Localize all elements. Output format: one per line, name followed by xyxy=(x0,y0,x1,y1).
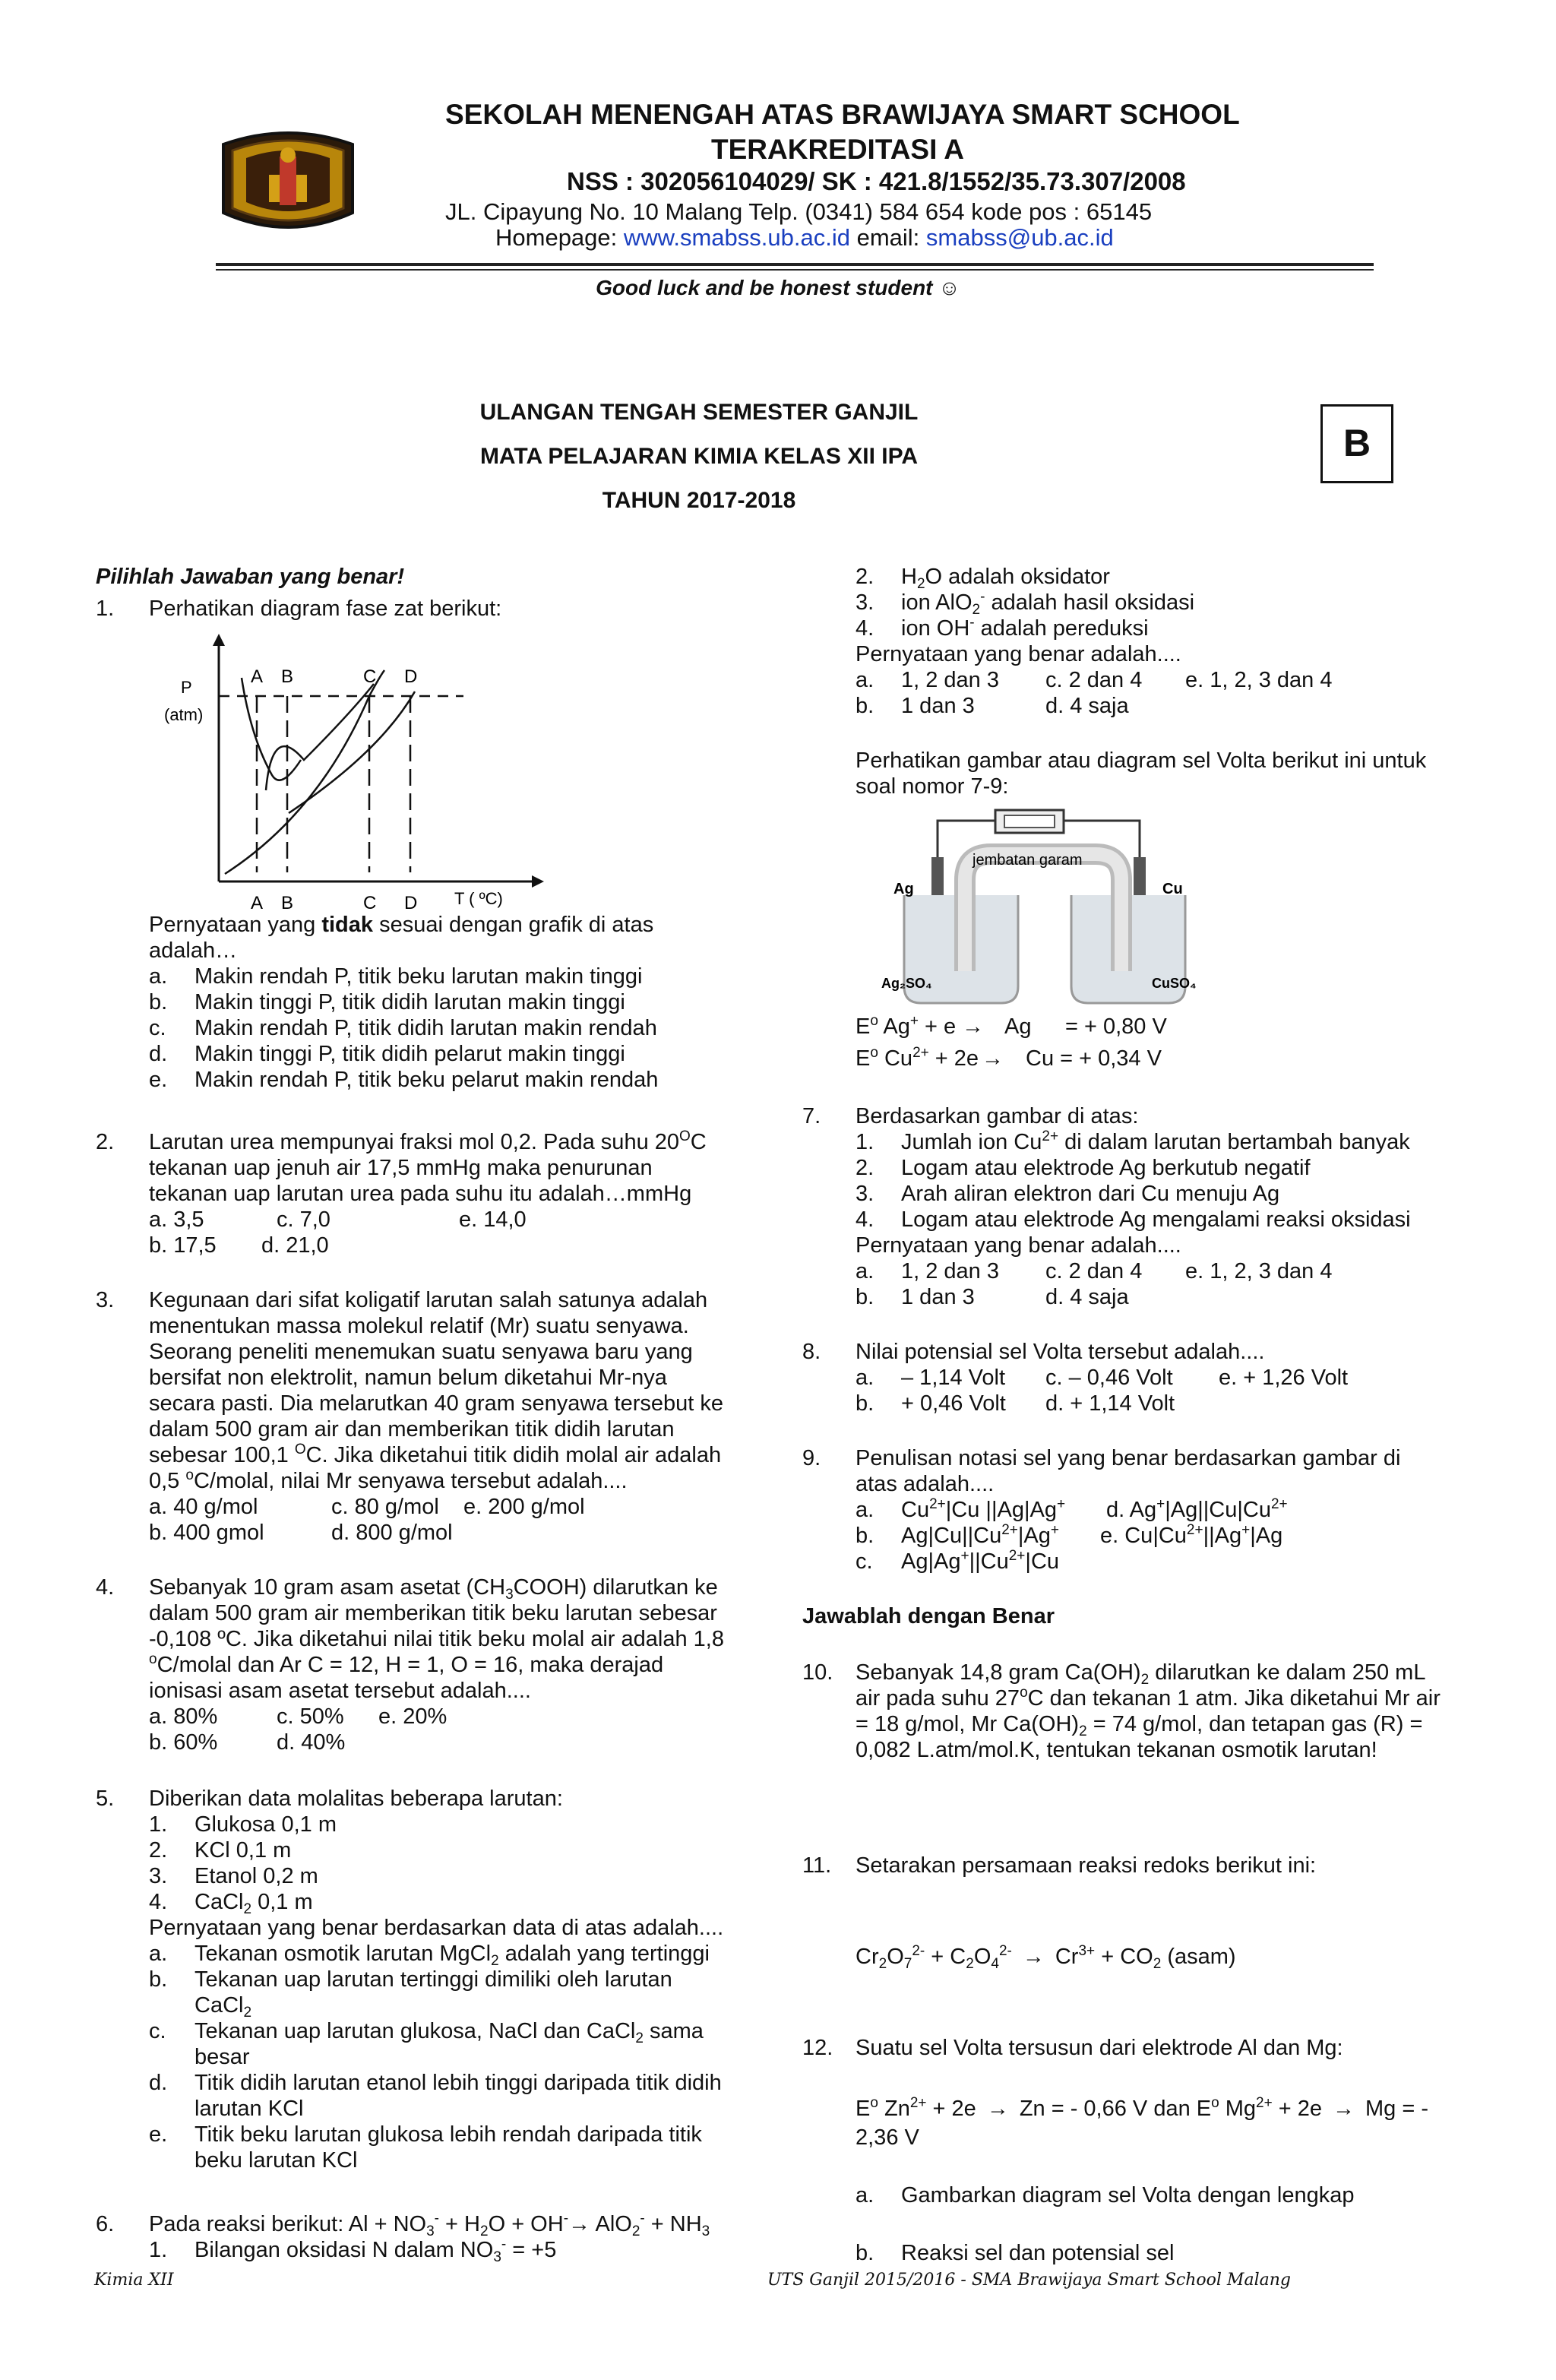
ag-electrode-label: Ag xyxy=(893,881,914,897)
accreditation: TERAKREDITASI A xyxy=(711,134,964,165)
diagram-bottom-label-c: C xyxy=(363,893,377,913)
question-9-line-1: Penulisan notasi sel yang benar berdasarkan gambar di xyxy=(855,1446,1401,1470)
question-5-number: 5. xyxy=(96,1787,115,1811)
q2-option-b[interactable]: b. 17,5 xyxy=(149,1233,217,1258)
q12-part-b-letter: b. xyxy=(855,2241,874,2265)
q3-option-c[interactable]: c. 80 g/mol xyxy=(331,1495,439,1519)
cu-half-reaction-product: Cu = + 0,34 V xyxy=(1026,1046,1162,1071)
q4-option-d[interactable]: d. 40% xyxy=(277,1730,346,1755)
question-6-prompt: Pernyataan yang benar adalah.... xyxy=(855,642,1181,666)
q6-statement-3: ion AlO$_2$- adalah hasil oksidasi xyxy=(901,589,1195,618)
diagram-bottom-label-d: D xyxy=(404,893,418,913)
q7-statement-2-num: 2. xyxy=(855,1156,874,1180)
question-10-line-1: Sebanyak 14,8 gram $Ca(OH)_2$ dilarutkan ke dalam 250 mL xyxy=(855,1660,1426,1688)
q7-statement-4-num: 4. xyxy=(855,1207,874,1232)
q1-option-b-letter[interactable]: b. xyxy=(149,990,168,1014)
q9-option-c-letter[interactable]: c. xyxy=(855,1549,873,1574)
q7-option-a[interactable]: 1, 2 dan 3 xyxy=(901,1259,999,1283)
question-8-number: 8. xyxy=(802,1340,821,1364)
q6-option-b-letter[interactable]: b. xyxy=(855,694,874,718)
q8-option-b-letter[interactable]: b. xyxy=(855,1391,874,1416)
section-a-instruction: Pilihlah Jawaban yang benar! xyxy=(96,565,405,589)
question-3-line-3: Seorang peneliti menemukan suatu senyawa baru yang xyxy=(149,1340,693,1364)
school-contact xyxy=(495,225,1114,251)
email-link[interactable]: smabss@ub.ac.id xyxy=(925,224,1114,251)
diagram-top-label-a: A xyxy=(251,666,264,687)
cu-half-reaction: $E^o$ $Cu^{2+} + 2e$ xyxy=(855,1045,979,1071)
arrow-icon: → xyxy=(982,1046,1004,1071)
cuso4-label: CuSO₄ xyxy=(1152,976,1197,991)
question-7-number: 7. xyxy=(802,1104,821,1128)
q9-option-e[interactable]: e. $Cu|Cu^{2+}||Ag^+|Ag$ xyxy=(1100,1522,1283,1548)
diagram-bottom-label-b: B xyxy=(281,893,294,913)
q5-option-d[interactable]: Titik didih larutan etanol lebih tinggi daripada titik didih xyxy=(194,2071,722,2095)
question-10-line-4: 0,082 L.atm/mol.K, tentukan tekanan osmotik larutan! xyxy=(855,1738,1377,1762)
question-9-line-2: atas adalah.... xyxy=(855,1472,995,1496)
q5-item-3: Etanol 0,2 m xyxy=(194,1864,318,1888)
q8-option-b[interactable]: + 0,46 Volt xyxy=(901,1391,1006,1416)
q7-option-c[interactable]: c. 2 dan 4 xyxy=(1045,1259,1143,1283)
q5-option-d-cont[interactable]: larutan KCl xyxy=(194,2097,304,2121)
q6-option-e[interactable]: e. 1, 2, 3 dan 4 xyxy=(1185,668,1333,692)
school-address: JL. Cipayung No. 10 Malang Telp. (0341) 584 654 kode pos : 65145 xyxy=(445,198,1153,225)
diagram-top-label-c: C xyxy=(363,666,377,687)
q8-option-a[interactable]: – 1,14 Volt xyxy=(901,1366,1006,1390)
q5-option-e-cont[interactable]: beku larutan KCl xyxy=(194,2148,358,2173)
question-11-number: 11. xyxy=(802,1853,832,1878)
school-name: SEKOLAH MENENGAH ATAS BRAWIJAYA SMART SCHOOL xyxy=(445,99,1240,130)
diagram-y-unit: (atm) xyxy=(164,705,204,724)
q6-option-a-letter[interactable]: a. xyxy=(855,668,874,692)
q9-option-c[interactable]: $Ag|Ag^+||Cu^{2+}|Cu$ xyxy=(901,1548,1060,1574)
exam-title: ULANGAN TENGAH SEMESTER GANJIL xyxy=(479,400,919,425)
question-3-line-8: 0,5 $^o$C/molal, nilai Mr senyawa tersebut adalah.... xyxy=(149,1467,628,1493)
q5-item-4: CaCl$_2$ 0,1 m xyxy=(194,1890,313,1917)
diagram-bottom-label-a: A xyxy=(251,893,264,913)
phase-diagram xyxy=(152,631,547,927)
q3-option-d[interactable]: d. 800 g/mol xyxy=(331,1521,453,1545)
question-10-number: 10. xyxy=(802,1660,833,1685)
q3-option-a[interactable]: a. 40 g/mol xyxy=(149,1495,258,1519)
question-9-number: 9. xyxy=(802,1446,821,1470)
q12-part-a-letter: a. xyxy=(855,2183,874,2208)
q7-option-a-letter[interactable]: a. xyxy=(855,1259,874,1283)
question-3-line-7: sebesar 100,1 $^O$C. Jika diketahui titik didih molal air adalah xyxy=(149,1442,722,1467)
email-label: email: xyxy=(856,224,920,251)
question-2-line-1: Larutan urea mempunyai fraksi mol 0,2. Pada suhu $20^OC$ xyxy=(149,1128,707,1154)
question-5-stem: Diberikan data molalitas beberapa larutan: xyxy=(149,1787,563,1811)
q3-option-e[interactable]: e. 200 g/mol xyxy=(463,1495,585,1519)
q6-statement-4: ion OH- adalah pereduksi xyxy=(901,615,1149,641)
question-6-number: 6. xyxy=(96,2212,115,2236)
q12-part-b: Reaksi sel dan potensial sel xyxy=(901,2241,1175,2265)
question-10-line-2: air pada suhu 27$^o$C dan tekanan 1 atm. Jika diketahui Mr air xyxy=(855,1685,1441,1711)
question-10-line-3: = 18 g/mol, Mr $Ca(OH)_2 = 74$ g/mol, dan tetapan gas (R) = xyxy=(855,1712,1423,1739)
question-3-line-6: dalam 500 gram air dan memberikan titik didih larutan xyxy=(149,1417,675,1442)
question-4-line-1: Sebanyak 10 gram asam asetat $(CH_3COOH)$ dilarutkan ke xyxy=(149,1575,718,1603)
q9-option-b-letter[interactable]: b. xyxy=(855,1524,874,1548)
question-8-stem: Nilai potensial sel Volta tersebut adalah.... xyxy=(855,1340,1265,1364)
q7-statement-2: Logam atau elektrode Ag berkutub negatif xyxy=(901,1156,1311,1180)
q9-option-b[interactable]: $Ag|Cu||Cu^{2+}|Ag^+$ xyxy=(901,1522,1060,1548)
registration-number: NSS : 302056104029/ SK : 421.8/1552/35.73.307/2008 xyxy=(567,167,1186,195)
question-7-stem: Berdasarkan gambar di atas: xyxy=(855,1104,1139,1128)
q1-option-b[interactable]: Makin tinggi P, titik didih larutan makin tinggi xyxy=(194,990,625,1014)
volta-intro-line-1: Perhatikan gambar atau diagram sel Volta berikut ini untuk xyxy=(855,748,1427,773)
q5-option-b-letter[interactable]: b. xyxy=(149,1967,168,1992)
q5-option-d-letter[interactable]: d. xyxy=(149,2071,168,2095)
q5-option-e[interactable]: Titik beku larutan glukosa lebih rendah daripada titik xyxy=(194,2122,702,2147)
q2-option-d[interactable]: d. 21,0 xyxy=(261,1233,329,1258)
q12-part-a: Gambarkan diagram sel Volta dengan lengkap xyxy=(901,2183,1355,2208)
q9-option-d[interactable]: d. $Ag^+|Ag||Cu|Cu^{2+}$ xyxy=(1106,1496,1288,1522)
q4-option-c[interactable]: c. 50% xyxy=(277,1704,344,1729)
q5-option-c-letter[interactable]: c. xyxy=(149,2019,166,2043)
arrow-icon: → xyxy=(1022,1945,1045,1969)
question-3-line-2: menentukan massa molekul relatif (Mr) suatu senyawa. xyxy=(149,1314,689,1338)
q5-option-a-letter[interactable]: a. xyxy=(149,1942,168,1966)
question-6-reaction: Pada reaksi berikut: $Al + NO_3^- + H_2O + OH^-\to AlO_2^- + NH_3$ xyxy=(149,2211,710,2239)
q7-statement-3-num: 3. xyxy=(855,1182,874,1206)
question-1-prompt-cont: adalah… xyxy=(149,938,238,963)
header-divider-thin xyxy=(216,269,1374,271)
q5-option-c[interactable]: Tekanan uap larutan glukosa, NaCl dan CaCl$_2$ sama xyxy=(194,2019,704,2046)
exam-year: TAHUN 2017-2018 xyxy=(602,488,796,513)
q1-option-a-letter[interactable]: a. xyxy=(149,964,168,989)
question-4-line-4: $^o$C/molal dan Ar C = 12, H = 1, O = 16, maka derajad xyxy=(149,1651,664,1677)
q7-statement-3: Arah aliran elektron dari Cu menuju Ag xyxy=(901,1182,1280,1206)
q8-option-a-letter[interactable]: a. xyxy=(855,1366,874,1390)
ag-half-reaction: $E^o$ Ag+ + e xyxy=(855,1013,957,1039)
q5-item-4-num: 4. xyxy=(149,1890,168,1914)
q2-option-c[interactable]: c. 7,0 xyxy=(277,1207,330,1232)
q6-statement-3-num: 3. xyxy=(855,590,874,615)
question-12-potentials: $E^o$ $Zn^{2+} + 2e \to Zn$ = - 0,66 V dan $E^o$ $Mg^{2+} + 2e \to Mg$ = - xyxy=(855,2095,1429,2121)
diagram-top-label-d: D xyxy=(404,666,418,687)
q6-option-d[interactable]: d. 4 saja xyxy=(1045,694,1129,718)
question-1-number: 1. xyxy=(96,597,115,621)
question-1-stem: Perhatikan diagram fase zat berikut: xyxy=(149,597,502,621)
q1-option-d-letter[interactable]: d. xyxy=(149,1042,168,1066)
question-3-line-5: secara pasti. Dia melarutkan 40 gram senyawa tersebut ke xyxy=(149,1391,723,1416)
q5-option-a[interactable]: Tekanan osmotik larutan MgCl$_2$ adalah yang tertinggi xyxy=(194,1942,710,1969)
q6-option-a[interactable]: 1, 2 dan 3 xyxy=(901,668,999,692)
arrow-icon: → xyxy=(962,1014,984,1039)
q5-item-2-num: 2. xyxy=(149,1838,168,1863)
q8-option-d[interactable]: d. + 1,14 Volt xyxy=(1045,1391,1175,1416)
question-4-line-2: dalam 500 gram air memberikan titik beku larutan sebesar xyxy=(149,1601,717,1625)
q6-option-b[interactable]: 1 dan 3 xyxy=(901,694,975,718)
q4-option-a[interactable]: a. 80% xyxy=(149,1704,218,1729)
q8-option-c[interactable]: c. – 0,46 Volt xyxy=(1045,1366,1173,1390)
question-12-number: 12. xyxy=(802,2036,833,2060)
volta-intro-line-2: soal nomor 7-9: xyxy=(855,774,1009,799)
q1-option-e[interactable]: Makin rendah P, titik beku pelarut makin rendah xyxy=(194,1068,659,1092)
q1-option-e-letter[interactable]: e. xyxy=(149,1068,168,1092)
q7-option-b-letter[interactable]: b. xyxy=(855,1285,874,1309)
q6-statement-2: $H_2O$ adalah oksidator xyxy=(901,565,1110,592)
homepage-link[interactable]: www.smabss.ub.ac.id xyxy=(623,224,850,251)
q7-statement-4: Logam atau elektrode Ag mengalami reaksi oksidasi xyxy=(901,1207,1411,1232)
school-logo xyxy=(216,122,360,242)
ag-half-reaction-product: Ag xyxy=(1004,1014,1032,1039)
q1-option-d[interactable]: Makin tinggi P, titik didih pelarut makin tinggi xyxy=(194,1042,625,1066)
question-3-number: 3. xyxy=(96,1288,115,1312)
question-1-prompt: Pernyataan yang tidak sesuai dengan grafik di atas xyxy=(149,913,654,937)
q5-item-3-num: 3. xyxy=(149,1864,168,1888)
diagram-y-label: P xyxy=(181,678,192,697)
q2-option-a[interactable]: a. 3,5 xyxy=(149,1207,204,1232)
cu-electrode-label: Cu xyxy=(1162,881,1183,897)
q5-option-e-letter[interactable]: e. xyxy=(149,2122,168,2147)
ag2so4-label: Ag₂SO₄ xyxy=(881,976,932,991)
question-12-stem: Suatu sel Volta tersusun dari elektrode Al dan Mg: xyxy=(855,2036,1343,2060)
question-5-prompt: Pernyataan yang benar berdasarkan data di atas adalah.... xyxy=(149,1916,724,1940)
question-4-line-5: ionisasi asam asetat tersebut adalah.... xyxy=(149,1679,531,1703)
q6-statement-4-num: 4. xyxy=(855,616,874,641)
q5-item-1-num: 1. xyxy=(149,1812,168,1837)
diagram-x-label: T ( ºC) xyxy=(454,889,503,908)
q6-option-c[interactable]: c. 2 dan 4 xyxy=(1045,668,1143,692)
q5-option-b[interactable]: Tekanan uap larutan tertinggi dimiliki oleh larutan xyxy=(194,1967,672,1992)
ag-half-reaction-potential: = + 0,80 V xyxy=(1065,1014,1167,1039)
motto: Good luck and be honest student ☺ xyxy=(596,276,960,299)
q1-option-c[interactable]: Makin rendah P, titik didih larutan makin rendah xyxy=(194,1016,657,1040)
q4-option-b[interactable]: b. 60% xyxy=(149,1730,218,1755)
q5-item-2: KCl 0,1 m xyxy=(194,1838,292,1863)
q3-option-b[interactable]: b. 400 gmol xyxy=(149,1521,264,1545)
q7-option-b[interactable]: 1 dan 3 xyxy=(901,1285,975,1309)
q7-option-e[interactable]: e. 1, 2, 3 dan 4 xyxy=(1185,1259,1333,1283)
q9-option-a-letter[interactable]: a. xyxy=(855,1498,874,1522)
q8-option-e[interactable]: e. + 1,26 Volt xyxy=(1219,1366,1349,1390)
arrow-icon: → xyxy=(986,2097,1009,2121)
q7-statement-1-num: 1. xyxy=(855,1130,874,1154)
question-12-potentials-cont: 2,36 V xyxy=(855,2125,919,2150)
q5-option-b-cont[interactable]: CaCl$_2$ xyxy=(194,1993,252,2021)
question-3-line-1: Kegunaan dari sifat koligatif larutan salah satunya adalah xyxy=(149,1288,708,1312)
q6-statement-1-num: 1. xyxy=(149,2238,168,2262)
footer-right: UTS Ganjil 2015/2016 - SMA Brawijaya Smart School Malang xyxy=(767,2271,1291,2290)
q5-option-c-cont[interactable]: besar xyxy=(194,2045,250,2069)
question-2-number: 2. xyxy=(96,1130,115,1154)
q4-option-e[interactable]: e. 20% xyxy=(378,1704,448,1729)
q1-option-a[interactable]: Makin rendah P, titik beku larutan makin tinggi xyxy=(194,964,643,989)
q7-statement-1: Jumlah ion $Cu^{2+}$ di dalam larutan bertambah banyak xyxy=(901,1128,1410,1154)
q7-option-d[interactable]: d. 4 saja xyxy=(1045,1285,1129,1309)
q2-option-e[interactable]: e. 14,0 xyxy=(459,1207,527,1232)
salt-bridge-label: jembatan garam xyxy=(972,852,1083,869)
question-11-stem: Setarakan persamaan reaksi redoks berikut ini: xyxy=(855,1853,1317,1878)
header-divider xyxy=(216,263,1374,266)
diagram-top-label-b: B xyxy=(281,666,294,687)
q6-statement-1: Bilangan oksidasi N dalam $NO_3^- = +5$ xyxy=(194,2236,557,2265)
question-2-line-3: tekanan uap larutan urea pada suhu itu adalah…mmHg xyxy=(149,1182,692,1206)
question-2-line-2: tekanan uap jenuh air 17,5 mmHg maka penurunan xyxy=(149,1156,653,1180)
question-7-prompt: Pernyataan yang benar adalah.... xyxy=(855,1233,1181,1258)
arrow-icon: → xyxy=(1333,2097,1355,2121)
question-4-number: 4. xyxy=(96,1575,115,1600)
homepage-label: Homepage: xyxy=(495,224,618,251)
q9-option-a[interactable]: $Cu^{2+}|Cu$ ||Ag|Ag+ xyxy=(901,1496,1066,1522)
question-11-equation: $Cr_2O_7^{2-} + C_2O_4^{2-} \to Cr^{3+} + CO_2$ (asam) xyxy=(855,1943,1236,1972)
q6-statement-2-num: 2. xyxy=(855,565,874,589)
question-3-line-4: bersifat non elektrolit, namun belum diketahui Mr-nya xyxy=(149,1366,667,1390)
exam-subject: MATA PELAJARAN KIMIA KELAS XII IPA xyxy=(479,444,919,469)
section-b-instruction: Jawablah dengan Benar xyxy=(802,1604,1055,1628)
q5-item-1: Glukosa 0,1 m xyxy=(194,1812,337,1837)
footer-left: Kimia XII xyxy=(94,2271,174,2290)
volta-cell-diagram xyxy=(881,804,1216,1011)
q1-option-c-letter[interactable]: c. xyxy=(149,1016,166,1040)
question-4-line-3: -0,108 ºC. Jika diketahui nilai titik beku molal air adalah 1,8 xyxy=(149,1627,724,1651)
exam-version-box: B xyxy=(1320,404,1393,483)
